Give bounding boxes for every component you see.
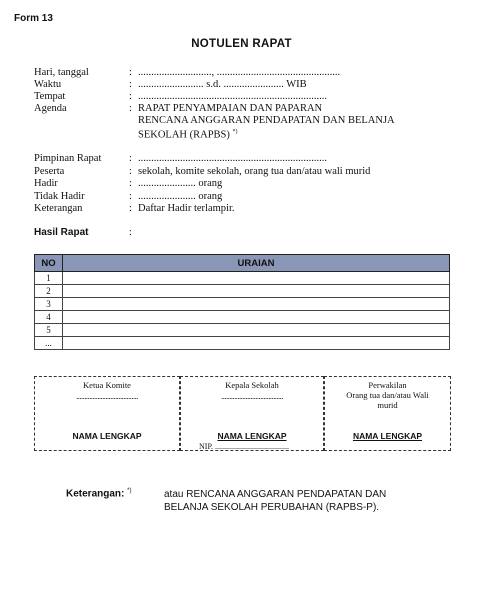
row-number: ... bbox=[35, 337, 63, 350]
signature-line: ...................................... bbox=[221, 391, 283, 401]
hasil-rapat-colon: : bbox=[129, 227, 132, 238]
row-number: 4 bbox=[35, 311, 63, 324]
field-colon: : bbox=[129, 203, 132, 214]
column-header-no: NO bbox=[35, 255, 63, 272]
row-number: 5 bbox=[35, 324, 63, 337]
row-uraian-cell[interactable] bbox=[63, 285, 450, 298]
table-row bbox=[35, 311, 450, 324]
field-value-hari: ............................, ............................................... bbox=[138, 67, 341, 78]
signature-name: NAMA LENGKAP bbox=[217, 431, 287, 441]
table-row bbox=[35, 285, 450, 298]
keterangan-note-text bbox=[164, 488, 386, 514]
table-header-row bbox=[35, 255, 450, 272]
signature-box-kepala-sekolah bbox=[180, 376, 324, 451]
field-value-peserta: sekolah, komite sekolah, orang tua dan/atau wali murid bbox=[138, 166, 371, 177]
keterangan-label-text: Keterangan: bbox=[66, 488, 125, 500]
note-mark: *) bbox=[127, 488, 132, 494]
field-colon: : bbox=[129, 67, 132, 78]
field-colon: : bbox=[129, 166, 132, 177]
form-number-label: Form 13 bbox=[14, 13, 53, 24]
field-value-keterangan: Daftar Hadir terlampir. bbox=[138, 203, 235, 214]
keterangan-note-label bbox=[66, 488, 131, 499]
field-value-agenda-line1: RAPAT PENYAMPAIAN DAN PAPARAN bbox=[138, 103, 323, 114]
field-colon: : bbox=[129, 153, 132, 164]
field-value-agenda-line2: RENCANA ANGGARAN PENDAPATAN DAN BELANJA bbox=[138, 115, 395, 126]
signature-role: Ketua Komite bbox=[83, 380, 131, 390]
field-label-pimpinan: Pimpinan Rapat bbox=[34, 153, 102, 164]
page-title: NOTULEN RAPAT bbox=[191, 38, 292, 50]
signature-box-perwakilan bbox=[324, 376, 451, 451]
table-row bbox=[35, 272, 450, 285]
row-uraian-cell[interactable] bbox=[63, 272, 450, 285]
hasil-rapat-label: Hasil Rapat bbox=[34, 227, 89, 238]
row-uraian-cell[interactable] bbox=[63, 311, 450, 324]
keterangan-line1: atau RENCANA ANGGARAN PENDAPATAN DAN bbox=[164, 489, 387, 500]
field-label-tempat: Tempat bbox=[34, 91, 66, 102]
signature-line: ...................................... bbox=[76, 391, 138, 401]
signature-name: NAMA LENGKAP bbox=[72, 431, 142, 441]
column-header-uraian: URAIAN bbox=[63, 255, 450, 272]
row-number: 2 bbox=[35, 285, 63, 298]
table-row bbox=[35, 298, 450, 311]
table-row bbox=[35, 324, 450, 337]
nip-field: NIP. ..................................... bbox=[199, 442, 290, 451]
row-uraian-cell[interactable] bbox=[63, 324, 450, 337]
keterangan-line2: BELANJA SEKOLAH PERUBAHAN (RAPBS-P). bbox=[164, 502, 380, 513]
field-label-hari: Hari, tanggal bbox=[34, 67, 89, 78]
field-value-pimpinan: ........................................................................ bbox=[138, 153, 327, 164]
field-colon: : bbox=[129, 178, 132, 189]
row-uraian-cell[interactable] bbox=[63, 298, 450, 311]
field-value-tidak-hadir: ...................... orang bbox=[138, 191, 223, 202]
field-value-hadir: ...................... orang bbox=[138, 178, 223, 189]
row-number: 1 bbox=[35, 272, 63, 285]
row-uraian-cell[interactable] bbox=[63, 337, 450, 350]
signature-box-ketua-komite bbox=[34, 376, 180, 451]
field-label-peserta: Peserta bbox=[34, 166, 65, 177]
signature-name: NAMA LENGKAP bbox=[352, 431, 423, 441]
field-value-agenda-line3 bbox=[138, 126, 238, 142]
table-row bbox=[35, 337, 450, 350]
agenda-line3-text: SEKOLAH (RAPBS) bbox=[138, 129, 230, 141]
field-value-tempat: ........................................................................ bbox=[138, 91, 327, 102]
signature-role-line1: Perwakilan bbox=[368, 380, 407, 390]
field-colon: : bbox=[129, 103, 132, 114]
field-value-waktu: ......................... s.d. ....................... WIB bbox=[138, 79, 307, 90]
signature-role-line2: Orang tua dan/atau Wali bbox=[346, 390, 429, 400]
field-colon: : bbox=[129, 191, 132, 202]
field-label-waktu: Waktu bbox=[34, 79, 62, 90]
field-label-tidak-hadir: Tidak Hadir bbox=[34, 191, 85, 202]
field-label-keterangan: Keterangan bbox=[34, 203, 83, 214]
field-label-hadir: Hadir bbox=[34, 178, 58, 189]
signature-role-line3: murid bbox=[377, 400, 398, 410]
field-colon: : bbox=[129, 79, 132, 90]
field-colon: : bbox=[129, 91, 132, 102]
signature-role: Kepala Sekolah bbox=[225, 380, 279, 390]
row-number: 3 bbox=[35, 298, 63, 311]
note-mark: *) bbox=[232, 129, 238, 135]
uraian-table bbox=[34, 254, 450, 350]
field-label-agenda: Agenda bbox=[34, 103, 67, 114]
